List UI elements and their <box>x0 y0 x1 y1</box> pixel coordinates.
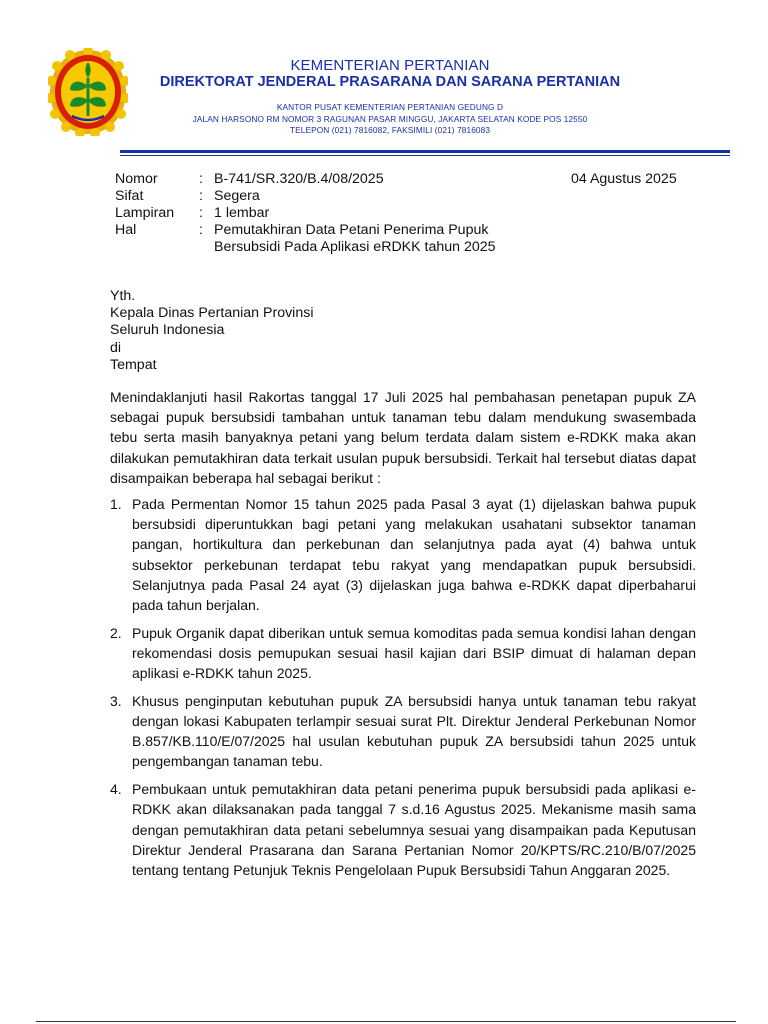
addressee-line: Seluruh Indonesia <box>110 322 225 339</box>
meta-row-lampiran <box>115 205 544 222</box>
sifat-value: Segera <box>214 188 260 204</box>
addressee-block <box>110 288 313 374</box>
letter-meta <box>115 171 544 256</box>
addressee-line: Kepala Dinas Pertanian Provinsi <box>110 305 314 322</box>
list-number: 1. <box>110 496 122 512</box>
letterhead-rule-thick <box>120 150 730 153</box>
colon: : <box>199 205 203 221</box>
ministry-name: KEMENTERIAN PERTANIAN <box>290 57 490 74</box>
kementerian-pertanian-emblem-icon <box>48 48 128 136</box>
lampiran-value: 1 lembar <box>214 205 270 221</box>
colon: : <box>199 171 203 187</box>
addressee-line: Yth. <box>110 288 136 304</box>
list-number: 4. <box>110 781 122 798</box>
nomor-value: B-741/SR.320/B.4/08/2025 <box>214 171 384 187</box>
meta-row-nomor <box>115 171 544 188</box>
list-text: Pupuk Organik dapat diberikan untuk semua komoditas pada semua kondisi lahan dengan rekomendasi dosis pemupukan sesuai hasil kajian dari BSIP dimuat di halaman depan aplikasi e-RDKK tahun 2025. <box>132 624 696 682</box>
lampiran-label: Lampiran <box>115 205 175 221</box>
list-number: 3. <box>110 692 122 709</box>
list-text: Khusus penginputan kebutuhan pupuk ZA bersubsidi hanya untuk tanaman tebu rakyat dengan lokasi Kabupaten terlampir sesuai surat Plt. Direktur Jenderal Perkebunan Nomor B.857/KB.110/E/07/2025 hal usulan kebutuhan pupuk ZA bersubsidi tahun 2025 untuk pengembangan tanaman tebu. <box>132 692 696 770</box>
meta-row-hal-cont <box>115 239 544 256</box>
list-number: 2. <box>110 624 122 641</box>
address-line-1: KANTOR PUSAT KEMENTERIAN PERTANIAN GEDUNG D <box>276 102 504 112</box>
nomor-label: Nomor <box>115 171 158 187</box>
meta-row-hal <box>115 222 544 239</box>
page-bottom-rule <box>36 1021 736 1022</box>
numbered-list <box>110 494 696 888</box>
intro-paragraph: Menindaklanjuti hasil Rakortas tanggal 17 Juli 2025 hal pembahasan penetapan pupuk ZA sebagai pupuk bersubsidi tambahan untuk tanaman tebu dalam mendukung swasembada tebu serta masih banyaknya petani yang belum terdata dalam sistem e-RDKK maka akan dilakukan pemutakhiran data terkait usulan pupuk bersubsidi. Terkait hal tersebut diatas dapat disampaikan beberapa hal sebagai berikut : <box>110 389 696 486</box>
list-item <box>110 691 696 772</box>
address-line-2: JALAN HARSONO RM NOMOR 3 RAGUNAN PASAR MINGGU, JAKARTA SELATAN KODE POS 12550 <box>192 114 588 124</box>
letterhead-rule-thin <box>120 155 730 156</box>
addressee-line: Tempat <box>110 356 157 373</box>
directorate-name: DIREKTORAT JENDERAL PRASARANA DAN SARANA PERTANIAN <box>159 74 621 90</box>
list-text: Pada Permentan Nomor 15 tahun 2025 pada Pasal 3 ayat (1) dijelaskan bahwa pupuk bersubsidi diperuntukkan bagi petani yang melakukan usahatani subsektor tanaman pangan, hortikultura dan perkebunan dan selanjutnya pada ayat (4) bahwa untuk subsektor perkebunan terdapat tebu rakyat yang mendapatkan pupuk bersubsidi. Selanjutnya pada Pasal 24 ayat (3) dijelaskan juga bahwa e-RDKK dapat diperbaharui pada tahun berjalan. <box>132 496 696 614</box>
letter-date: 04 Agustus 2025 <box>571 171 677 187</box>
sifat-label: Sifat <box>115 188 144 204</box>
hal-value-line1: Pemutakhiran Data Petani Penerima Pupuk <box>214 222 489 238</box>
meta-row-sifat <box>115 188 544 205</box>
address-line-3: TELEPON (021) 7816082, FAKSIMILI (021) 7816083 <box>289 125 491 135</box>
hal-value-line2: Bersubsidi Pada Aplikasi eRDKK tahun 2025 <box>214 239 496 255</box>
hal-label: Hal <box>115 222 137 238</box>
list-item <box>110 494 696 615</box>
list-text: Pembukaan untuk pemutakhiran data petani penerima pupuk bersubsidi pada aplikasi e-RDKK akan dilaksanakan pada tanggal 7 s.d.16 Agustus 2025. Mekanisme masih sama dengan pemutakhiran data petani sebelumnya sesuai yang disampaikan pada Keputusan Direktur Jenderal Prasarana dan Sarana Pertanian Nomor 20/KPTS/RC.210/B/07/2025 tentang tentang Petunjuk Teknis Pengelolaan Pupuk Bersubsidi Tahun Anggaran 2025. <box>132 781 696 878</box>
colon: : <box>199 188 203 204</box>
colon: : <box>199 222 203 238</box>
addressee-line: di <box>110 339 122 356</box>
list-item <box>110 623 696 684</box>
list-item <box>110 779 696 880</box>
